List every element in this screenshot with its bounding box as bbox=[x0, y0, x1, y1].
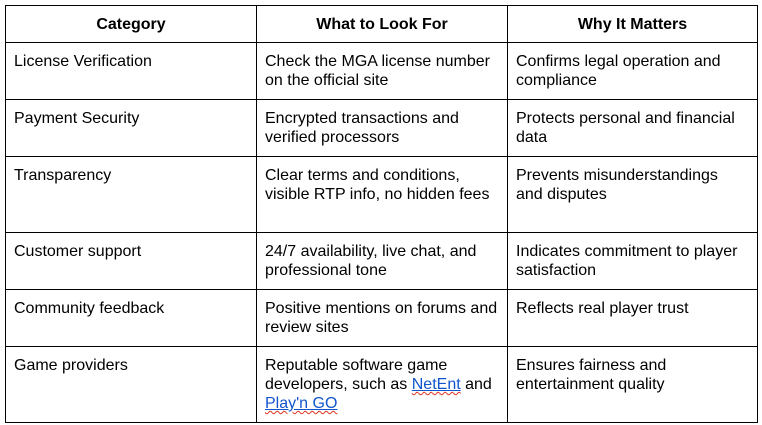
cell-why: Ensures fairness and entertainment quality bbox=[508, 347, 758, 423]
header-why-it-matters: Why It Matters bbox=[508, 6, 758, 43]
cell-look-for: Clear terms and conditions, visible RTP info, no hidden fees bbox=[257, 157, 508, 233]
comparison-table bbox=[5, 5, 758, 423]
table-row bbox=[6, 233, 758, 290]
header-what-to-look-for: What to Look For bbox=[257, 6, 508, 43]
look-for-prefix-text: Reputable software game developers, such as bbox=[265, 357, 448, 393]
netent-link-text: NetEnt bbox=[411, 376, 461, 393]
cell-category: License Verification bbox=[6, 43, 257, 100]
cell-look-for: Check the MGA license number on the official site bbox=[257, 43, 508, 100]
cell-look-for: Positive mentions on forums and review sites bbox=[257, 290, 508, 347]
cell-category: Payment Security bbox=[6, 100, 257, 157]
table-row bbox=[6, 290, 758, 347]
cell-look-for: 24/7 availability, live chat, and professional tone bbox=[257, 233, 508, 290]
table-row bbox=[6, 100, 758, 157]
playngo-link[interactable] bbox=[265, 395, 337, 412]
cell-category: Transparency bbox=[6, 157, 257, 233]
header-category: Category bbox=[6, 6, 257, 43]
table-header-row bbox=[6, 6, 758, 43]
cell-why: Indicates commitment to player satisfaction bbox=[508, 233, 758, 290]
comparison-table-container bbox=[5, 5, 758, 423]
cell-why: Prevents misunderstandings and disputes bbox=[508, 157, 758, 233]
cell-why: Protects personal and financial data bbox=[508, 100, 758, 157]
look-for-and-text: and bbox=[460, 376, 492, 393]
cell-category: Community feedback bbox=[6, 290, 257, 347]
cell-category: Customer support bbox=[6, 233, 257, 290]
cell-look-for bbox=[257, 347, 508, 423]
netent-link[interactable] bbox=[412, 376, 461, 393]
table-row bbox=[6, 347, 758, 423]
cell-why: Reflects real player trust bbox=[508, 290, 758, 347]
table-row bbox=[6, 157, 758, 233]
cell-category: Game providers bbox=[6, 347, 257, 423]
table-row bbox=[6, 43, 758, 100]
cell-look-for: Encrypted transactions and verified processors bbox=[257, 100, 508, 157]
playngo-link-text: Play'n GO bbox=[265, 395, 338, 412]
cell-why: Confirms legal operation and compliance bbox=[508, 43, 758, 100]
